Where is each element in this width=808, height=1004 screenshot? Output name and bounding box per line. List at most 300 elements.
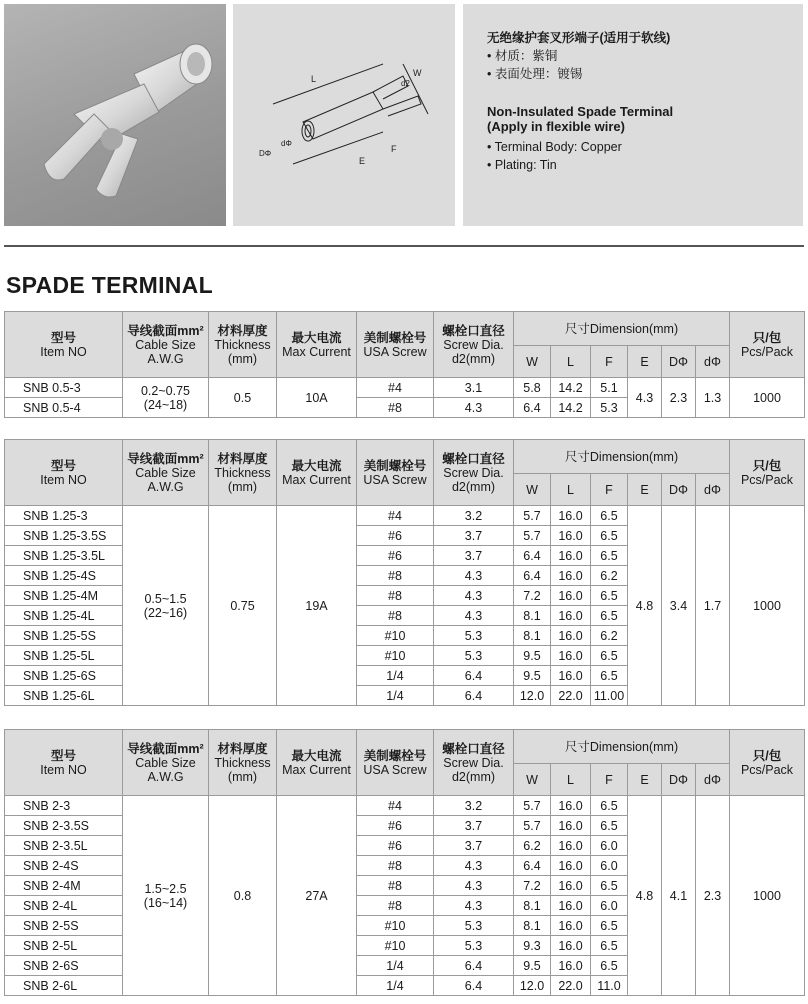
usa-screw: 1/4 (357, 976, 434, 996)
dim-D: 2.3 (662, 378, 696, 418)
thickness-text: (mm) (227, 351, 258, 366)
spec-table (4, 311, 805, 418)
dim-l: 22.0 (551, 976, 591, 996)
header-screw (357, 730, 434, 796)
dim-f: 6.0 (591, 856, 628, 876)
pcs-pack: 1000 (730, 506, 805, 706)
dim-f: 6.5 (591, 936, 628, 956)
dim-w: 8.1 (514, 606, 551, 626)
dim-l: 14.2 (551, 398, 591, 418)
dim-e: 4.3 (628, 378, 662, 418)
screw-dia-text: 螺栓口直径 (442, 741, 505, 756)
thickness-text: Thickness (214, 465, 271, 480)
screw-dia: 3.7 (434, 836, 514, 856)
dim-f: 6.5 (591, 666, 628, 686)
screw-dia: 5.3 (434, 916, 514, 936)
current-text: 最大电流 (291, 748, 342, 763)
dim-w: 8.1 (514, 626, 551, 646)
dim-l: 16.0 (551, 526, 591, 546)
product-photo (4, 4, 226, 226)
dim-w: 5.7 (514, 506, 551, 526)
usa-screw: #4 (357, 796, 434, 816)
header-dim-d (696, 764, 730, 796)
dim-l: 16.0 (551, 816, 591, 836)
dim-l: 16.0 (551, 876, 591, 896)
en-body: • Terminal Body: Copper (487, 140, 622, 154)
thickness-text: (mm) (227, 769, 258, 784)
header-cable (123, 440, 209, 506)
screw-dia: 4.3 (434, 586, 514, 606)
dim-L-text: L (567, 482, 574, 497)
cable-text: Cable Size (135, 465, 196, 480)
item-no: SNB 2-6S (5, 956, 123, 976)
screw-dia: 4.3 (434, 566, 514, 586)
dim-w: 5.7 (514, 816, 551, 836)
cable-size (123, 378, 209, 418)
screw-dia-text: d2(mm) (451, 769, 496, 784)
dim-w: 5.7 (514, 796, 551, 816)
label-L: L (311, 74, 317, 84)
dim-f: 6.5 (591, 506, 628, 526)
section-divider (4, 245, 804, 247)
dim-D: 4.1 (662, 796, 696, 996)
usa-screw: #6 (357, 526, 434, 546)
header-dim-F (591, 764, 628, 796)
screw-dia: 3.7 (434, 546, 514, 566)
header-dim-L (551, 346, 591, 378)
thickness-text: 材料厚度 (217, 323, 268, 338)
cable-awg: (16~14) (143, 895, 188, 910)
header-dimension (514, 440, 730, 474)
usa-screw: #8 (357, 566, 434, 586)
dim-l: 16.0 (551, 916, 591, 936)
dim-l: 16.0 (551, 936, 591, 956)
dim-f: 6.0 (591, 896, 628, 916)
dimension-text: 尺寸Dimension(mm) (564, 321, 679, 336)
usa-screw: #6 (357, 546, 434, 566)
screw-dia: 6.4 (434, 956, 514, 976)
item-text: Item NO (40, 762, 87, 777)
dim-l: 16.0 (551, 546, 591, 566)
dim-f: 6.5 (591, 546, 628, 566)
screw-dia: 4.3 (434, 398, 514, 418)
item-no: SNB 0.5-4 (5, 398, 123, 418)
screw-dia: 5.3 (434, 646, 514, 666)
header-dimension (514, 730, 730, 764)
label-W: W (413, 68, 422, 78)
dim-F-text: F (605, 354, 613, 369)
screw-dia: 4.3 (434, 876, 514, 896)
max-current: 19A (277, 506, 357, 706)
dim-w: 6.4 (514, 398, 551, 418)
dim-L-text: L (567, 772, 574, 787)
dim-D-text: DΦ (668, 354, 688, 369)
usa-screw: #10 (357, 936, 434, 956)
en-plating: • Plating: Tin (487, 158, 557, 172)
header-dim-d (696, 474, 730, 506)
cable-size (123, 796, 209, 996)
header-item (5, 440, 123, 506)
header-dim-d (696, 346, 730, 378)
dimension-text: 尺寸Dimension(mm) (564, 739, 679, 754)
dim-l: 16.0 (551, 856, 591, 876)
header-thickness (209, 730, 277, 796)
en-title-line1: Non-Insulated Spade Terminal (487, 104, 674, 119)
dim-W-text: W (526, 482, 538, 497)
item-no: SNB 1.25-6L (5, 686, 123, 706)
item-text: Item NO (40, 344, 87, 359)
screw-dia-text: Screw Dia. (443, 337, 504, 352)
dim-l: 16.0 (551, 956, 591, 976)
dim-l: 16.0 (551, 836, 591, 856)
screw-dia: 6.4 (434, 686, 514, 706)
screw-dia: 6.4 (434, 666, 514, 686)
spec-table (4, 729, 805, 996)
item-no: SNB 1.25-4L (5, 606, 123, 626)
thickness-text: 材料厚度 (217, 451, 268, 466)
item-no: SNB 1.25-5S (5, 626, 123, 646)
dim-l: 16.0 (551, 626, 591, 646)
usa-screw: #8 (357, 606, 434, 626)
dim-E-text: E (640, 482, 649, 497)
dim-d: 1.3 (696, 378, 730, 418)
thickness-text: 材料厚度 (217, 741, 268, 756)
pcs-pack: 1000 (730, 796, 805, 996)
screw-dia: 5.3 (434, 936, 514, 956)
item-no: SNB 2-3.5L (5, 836, 123, 856)
label-dphi: dΦ (281, 139, 292, 148)
header-cable (123, 312, 209, 378)
pcs-text: 只/包 (752, 458, 782, 473)
item-no: SNB 1.25-4M (5, 586, 123, 606)
header-dim-E (628, 764, 662, 796)
spec-table (4, 439, 805, 706)
thickness: 0.8 (209, 796, 277, 996)
screw-dia: 3.2 (434, 796, 514, 816)
dim-e: 4.8 (628, 506, 662, 706)
product-description (463, 4, 803, 226)
thickness-text: (mm) (227, 479, 258, 494)
dim-w: 7.2 (514, 586, 551, 606)
header-panels (0, 0, 808, 232)
dim-f: 6.5 (591, 816, 628, 836)
table-row (5, 506, 805, 526)
item-no: SNB 1.25-6S (5, 666, 123, 686)
usa-screw: #10 (357, 646, 434, 666)
cable-text: Cable Size (135, 755, 196, 770)
max-current: 27A (277, 796, 357, 996)
item-no: SNB 2-4L (5, 896, 123, 916)
header-dim-L (551, 474, 591, 506)
cable-text: Cable Size (135, 337, 196, 352)
screw-dia-text: d2(mm) (451, 351, 496, 366)
cable-text: 导线截面mm² (127, 451, 204, 466)
header-dimension (514, 312, 730, 346)
usa-screw: #8 (357, 856, 434, 876)
header-screw-dia (434, 440, 514, 506)
pcs-text: 只/包 (752, 330, 782, 345)
dim-w: 7.2 (514, 876, 551, 896)
header-dim-D (662, 346, 696, 378)
screw-dia: 4.3 (434, 896, 514, 916)
screw-dia-text: Screw Dia. (443, 465, 504, 480)
table-row (5, 796, 805, 816)
dim-l: 16.0 (551, 566, 591, 586)
header-current (277, 440, 357, 506)
dim-D-text: DΦ (668, 482, 688, 497)
screw-text: 美制螺栓号 (363, 458, 427, 473)
screw-dia: 3.2 (434, 506, 514, 526)
dim-f: 6.2 (591, 566, 628, 586)
dim-w: 6.4 (514, 856, 551, 876)
cable-text: 导线截面mm² (127, 741, 204, 756)
dim-l: 16.0 (551, 896, 591, 916)
header-pcs (730, 730, 805, 796)
dimension-diagram (233, 4, 455, 226)
header-screw (357, 440, 434, 506)
screw-dia-text: 螺栓口直径 (442, 451, 505, 466)
en-title-line2: (Apply in flexible wire) (487, 119, 625, 134)
cable-awg: (24~18) (143, 397, 188, 412)
cn-plating: • 表面处理：镀锡 (487, 67, 583, 81)
screw-text: USA Screw (363, 344, 427, 359)
dim-f: 11.00 (591, 686, 628, 706)
item-no: SNB 1.25-3.5L (5, 546, 123, 566)
screw-dia: 4.3 (434, 856, 514, 876)
item-no: SNB 2-3.5S (5, 816, 123, 836)
item-no: SNB 1.25-3 (5, 506, 123, 526)
pcs-text: Pcs/Pack (740, 472, 794, 487)
dim-W-text: W (526, 772, 538, 787)
usa-screw: #8 (357, 896, 434, 916)
dim-w: 9.3 (514, 936, 551, 956)
usa-screw: #8 (357, 876, 434, 896)
item-no: SNB 1.25-3.5S (5, 526, 123, 546)
usa-screw: #4 (357, 506, 434, 526)
cable-mm: 0.5~1.5 (144, 591, 187, 606)
current-text: Max Current (282, 762, 351, 777)
header-dim-D (662, 764, 696, 796)
screw-dia: 3.1 (434, 378, 514, 398)
dim-w: 8.1 (514, 896, 551, 916)
dim-l: 14.2 (551, 378, 591, 398)
thickness-text: Thickness (214, 337, 271, 352)
dim-f: 6.5 (591, 916, 628, 936)
usa-screw: #8 (357, 398, 434, 418)
dim-f: 6.5 (591, 796, 628, 816)
dim-L-text: L (567, 354, 574, 369)
dim-D: 3.4 (662, 506, 696, 706)
dim-w: 8.1 (514, 916, 551, 936)
cable-size (123, 506, 209, 706)
usa-screw: 1/4 (357, 956, 434, 976)
dim-w: 5.8 (514, 378, 551, 398)
screw-dia-text: 螺栓口直径 (442, 323, 505, 338)
item-no: SNB 0.5-3 (5, 378, 123, 398)
dim-f: 11.0 (591, 976, 628, 996)
cable-text: A.W.G (147, 351, 184, 366)
screw-dia: 3.7 (434, 816, 514, 836)
label-d2: d2 (401, 79, 410, 88)
header-dim-L (551, 764, 591, 796)
item-text: Item NO (40, 472, 87, 487)
header-cable (123, 730, 209, 796)
dim-w: 6.2 (514, 836, 551, 856)
table-row (5, 378, 805, 398)
dim-w: 9.5 (514, 956, 551, 976)
usa-screw: #6 (357, 816, 434, 836)
dim-f: 6.5 (591, 606, 628, 626)
screw-text: 美制螺栓号 (363, 330, 427, 345)
cable-text: 导线截面mm² (127, 323, 204, 338)
dim-l: 16.0 (551, 646, 591, 666)
item-no: SNB 2-6L (5, 976, 123, 996)
dim-d: 1.7 (696, 506, 730, 706)
item-no: SNB 2-5L (5, 936, 123, 956)
pcs-pack: 1000 (730, 378, 805, 418)
cable-text: A.W.G (147, 479, 184, 494)
item-text: 型号 (50, 458, 76, 473)
cable-mm: 0.2~0.75 (140, 383, 190, 398)
dim-D-text: DΦ (668, 772, 688, 787)
header-dim-W (514, 474, 551, 506)
label-E: E (359, 156, 366, 166)
dim-F-text: F (605, 772, 613, 787)
usa-screw: #4 (357, 378, 434, 398)
dim-f: 6.5 (591, 876, 628, 896)
dim-l: 16.0 (551, 666, 591, 686)
item-no: SNB 1.25-5L (5, 646, 123, 666)
spade-terminal-image (4, 4, 226, 226)
header-screw-dia (434, 730, 514, 796)
cable-awg: (22~16) (143, 605, 188, 620)
header-thickness (209, 440, 277, 506)
dim-w: 5.7 (514, 526, 551, 546)
dim-f: 6.5 (591, 646, 628, 666)
item-no: SNB 2-4M (5, 876, 123, 896)
header-item (5, 312, 123, 378)
dim-d-text: dΦ (704, 772, 721, 787)
item-no: SNB 1.25-4S (5, 566, 123, 586)
usa-screw: #8 (357, 586, 434, 606)
pcs-text: Pcs/Pack (740, 344, 794, 359)
dim-f: 5.1 (591, 378, 628, 398)
usa-screw: #10 (357, 916, 434, 936)
screw-dia: 6.4 (434, 976, 514, 996)
header-screw-dia (434, 312, 514, 378)
header-dim-E (628, 474, 662, 506)
dim-f: 6.5 (591, 526, 628, 546)
dim-f: 6.5 (591, 586, 628, 606)
cable-text: A.W.G (147, 769, 184, 784)
dim-W-text: W (526, 354, 538, 369)
header-pcs (730, 312, 805, 378)
screw-dia-text: d2(mm) (451, 479, 496, 494)
screw-dia: 3.7 (434, 526, 514, 546)
dim-w: 9.5 (514, 646, 551, 666)
usa-screw: 1/4 (357, 686, 434, 706)
dim-w: 12.0 (514, 976, 551, 996)
dim-F-text: F (605, 482, 613, 497)
screw-text: USA Screw (363, 762, 427, 777)
dim-l: 16.0 (551, 606, 591, 626)
header-dim-D (662, 474, 696, 506)
header-dim-W (514, 346, 551, 378)
dim-d-text: dΦ (704, 354, 721, 369)
dim-E-text: E (640, 354, 649, 369)
screw-text: USA Screw (363, 472, 427, 487)
max-current: 10A (277, 378, 357, 418)
current-text: 最大电流 (291, 458, 342, 473)
dim-f: 6.2 (591, 626, 628, 646)
pcs-text: Pcs/Pack (740, 762, 794, 777)
dim-l: 16.0 (551, 796, 591, 816)
dimension-drawing (233, 4, 455, 226)
item-no: SNB 2-4S (5, 856, 123, 876)
dim-w: 12.0 (514, 686, 551, 706)
header-dim-E (628, 346, 662, 378)
screw-dia-text: Screw Dia. (443, 755, 504, 770)
current-text: Max Current (282, 472, 351, 487)
thickness-text: Thickness (214, 755, 271, 770)
header-pcs (730, 440, 805, 506)
current-text: Max Current (282, 344, 351, 359)
header-current (277, 312, 357, 378)
dim-w: 6.4 (514, 546, 551, 566)
usa-screw: #10 (357, 626, 434, 646)
screw-dia: 5.3 (434, 626, 514, 646)
item-no: SNB 2-3 (5, 796, 123, 816)
dim-l: 16.0 (551, 586, 591, 606)
header-screw (357, 312, 434, 378)
dim-f: 6.0 (591, 836, 628, 856)
dim-e: 4.8 (628, 796, 662, 996)
label-Dphi: DΦ (259, 149, 272, 158)
header-dim-W (514, 764, 551, 796)
pcs-text: 只/包 (752, 748, 782, 763)
dim-l: 22.0 (551, 686, 591, 706)
header-dim-F (591, 474, 628, 506)
dim-f: 5.3 (591, 398, 628, 418)
thickness: 0.5 (209, 378, 277, 418)
header-item (5, 730, 123, 796)
usa-screw: #6 (357, 836, 434, 856)
item-no: SNB 2-5S (5, 916, 123, 936)
dim-l: 16.0 (551, 506, 591, 526)
cn-title: 无绝缘护套叉形端子(适用于软线) (487, 31, 671, 45)
cable-mm: 1.5~2.5 (144, 881, 187, 896)
en-title (487, 104, 673, 134)
thickness: 0.75 (209, 506, 277, 706)
label-F: F (391, 144, 397, 154)
dim-E-text: E (640, 772, 649, 787)
dim-w: 6.4 (514, 566, 551, 586)
page-title: SPADE TERMINAL (6, 272, 213, 298)
header-thickness (209, 312, 277, 378)
dim-d-text: dΦ (704, 482, 721, 497)
item-text: 型号 (50, 748, 76, 763)
current-text: 最大电流 (291, 330, 342, 345)
usa-screw: 1/4 (357, 666, 434, 686)
item-text: 型号 (50, 330, 76, 345)
header-dim-F (591, 346, 628, 378)
screw-text: 美制螺栓号 (363, 748, 427, 763)
dimension-text: 尺寸Dimension(mm) (564, 449, 679, 464)
header-current (277, 730, 357, 796)
dim-f: 6.5 (591, 956, 628, 976)
cn-material: • 材质：紫铜 (487, 49, 558, 63)
screw-dia: 4.3 (434, 606, 514, 626)
